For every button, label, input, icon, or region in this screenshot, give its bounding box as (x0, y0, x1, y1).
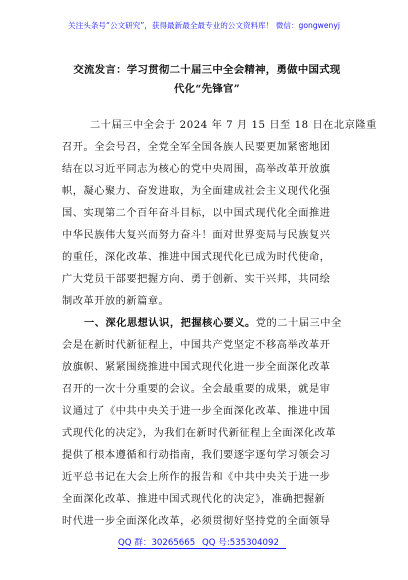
section-1-line-7: 提供了根本遵循和行动指南，我们要逐字逐句学习领会习 (62, 450, 331, 461)
paragraph-1-line-8: 广大党员干部要把握方向、勇于创新、实干兴邦，共同绘 (62, 274, 331, 285)
header-notice: 关注头条号“公文研究”，获得最新最全最专业的公文资料库！ 微信：gongwenyj (68, 21, 340, 30)
paragraph-1-line-9: 制改革开放的新篇章。 (62, 296, 170, 307)
section-1-line-10: 时代进一步全面深化改革，必须贯彻好坚持党的全面领导 (62, 516, 331, 527)
paragraph-1-line-6: 中华民族伟大复兴而努力奋斗！面对世界变局与民族复兴 (62, 230, 331, 241)
footer-qq-number: QQ 号:535304092 (202, 538, 279, 548)
footer-underline (118, 548, 286, 549)
section-1-line-4: 召开的一次十分重要的会议。全会最重要的成果，就是审 (62, 384, 331, 395)
section-1-line-8: 近平总书记在大会上所作的报告和《中共中央关于进一步 (62, 472, 331, 483)
paragraph-1-line-7: 的重任，深化改革、推进中国式现代化已成为时代使命， (62, 252, 331, 263)
section-1-line-2: 会是在新时代新征程上，中国共产党坚定不移高举改革开 (62, 340, 331, 351)
paragraph-1-line-5: 国、实现第二个百年奋斗目标，以中国式现代化全面推进 (62, 208, 331, 219)
paragraph-1-line-1: 二十届三中全会于 2024 年 7 月 15 日至 18 日在北京隆重 (90, 120, 377, 131)
section-1-line-6: 式现代化的决定》，为我们在新时代新征程上全面深化改革 (62, 428, 337, 439)
section-1-line-9: 全面深化改革、推进中国式现代化的决定》，准确把握新 (62, 494, 326, 505)
paragraph-1-line-4: 帜，凝心聚力、奋发进取，为全面建成社会主义现代化强 (62, 186, 331, 197)
section-1-heading: 一、深化思想认识，把握核心要义。 (84, 317, 256, 329)
paragraph-1-line-2: 召开。全会号召，全党全军全国各族人民要更加紧密地团 (62, 142, 331, 153)
section-1-line-5: 议通过了《中共中央关于进一步全面深化改革、推进中国 (62, 406, 331, 417)
document-title-line-1: 交流发言：学习贯彻二十届三中全会精神，勇做中国式现 (73, 64, 341, 76)
paragraph-1-line-3: 结在以习近平同志为核心的党中央周围，高举改革开放旗 (62, 164, 331, 175)
section-1-line-3: 放旗帜、紧紧围绕推进中国式现代化进一步全面深化改革 (62, 362, 331, 373)
section-1-first-line-rest: 党的二十届三中全 (255, 318, 342, 329)
footer-qq-group: QQ 群：30265665 (118, 538, 196, 548)
document-title-line-2: 代化“先锋官” (173, 83, 240, 95)
section-1-first-line (84, 316, 352, 331)
